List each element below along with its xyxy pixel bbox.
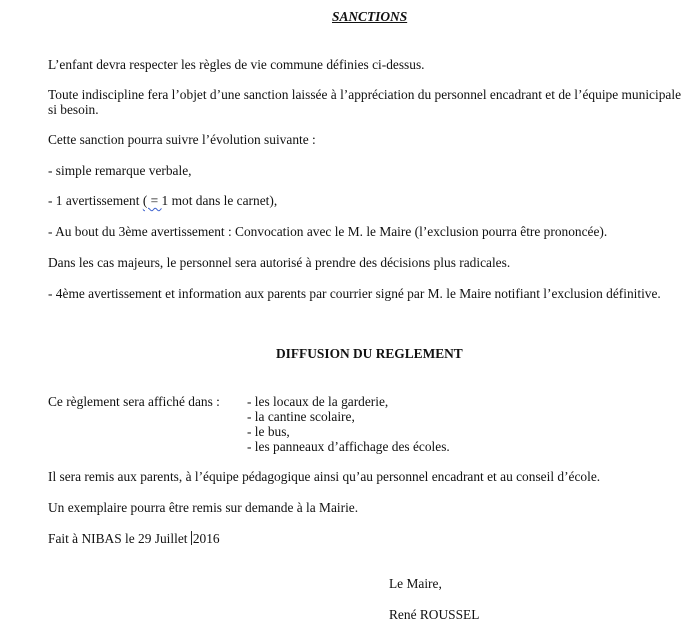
date-text: Fait à NIBAS le 29 Juillet <box>48 531 191 546</box>
sanction-step-3: - Au bout du 3ème avertissement : Convocation avec le M. le Maire (l’exclusion pourra être prononcée). <box>48 224 608 239</box>
signature-name: René ROUSSEL <box>389 607 480 622</box>
diffusion-paragraph-2: Un exemplaire pourra être remis sur demande à la Mairie. <box>48 500 359 515</box>
diffusion-place-3: - le bus, <box>247 424 290 439</box>
spellcheck-flagged-text[interactable]: ( = <box>142 193 162 208</box>
document-date <box>48 531 220 547</box>
sanction-step-1: - simple remarque verbale, <box>48 163 192 178</box>
sanction-step-2 <box>48 193 277 209</box>
diffusion-place-1: - les locaux de la garderie, <box>247 394 389 409</box>
sanction-step-2-end: 1 mot dans le carnet), <box>161 193 278 208</box>
diffusion-paragraph-1: Il sera remis aux parents, à l’équipe pédagogique ainsi qu’au personnel encadrant et au conseil d’école. <box>48 469 601 484</box>
sanction-step-2-start: - 1 avertissement <box>48 193 143 208</box>
sanctions-paragraph-4: Dans les cas majeurs, le personnel sera autorisé à prendre des décisions plus radicales. <box>48 255 511 270</box>
diffusion-place-2: - la cantine scolaire, <box>247 409 355 424</box>
diffusion-title: DIFFUSION DU REGLEMENT <box>276 346 463 361</box>
signature-role: Le Maire, <box>389 576 442 591</box>
sanctions-paragraph-2-line-2: si besoin. <box>48 102 99 117</box>
sanction-step-4: - 4ème avertissement et information aux parents par courrier signé par M. le Maire notifiant l’exclusion définitive. <box>48 286 661 301</box>
sanctions-paragraph-3: Cette sanction pourra suivre l’évolution suivante : <box>48 132 316 147</box>
text-cursor <box>191 531 192 545</box>
diffusion-intro: Ce règlement sera affiché dans : <box>48 394 220 409</box>
diffusion-place-4: - les panneaux d’affichage des écoles. <box>247 439 450 454</box>
sanctions-paragraph-2-line-1: Toute indiscipline fera l’objet d’une sanction laissée à l’appréciation du personnel encadrant et de l’équipe municipale <box>48 87 682 102</box>
date-year: 2016 <box>192 531 220 546</box>
sanctions-title: SANCTIONS <box>332 9 408 24</box>
sanctions-paragraph-1: L’enfant devra respecter les règles de vie commune définies ci-dessus. <box>48 57 425 72</box>
